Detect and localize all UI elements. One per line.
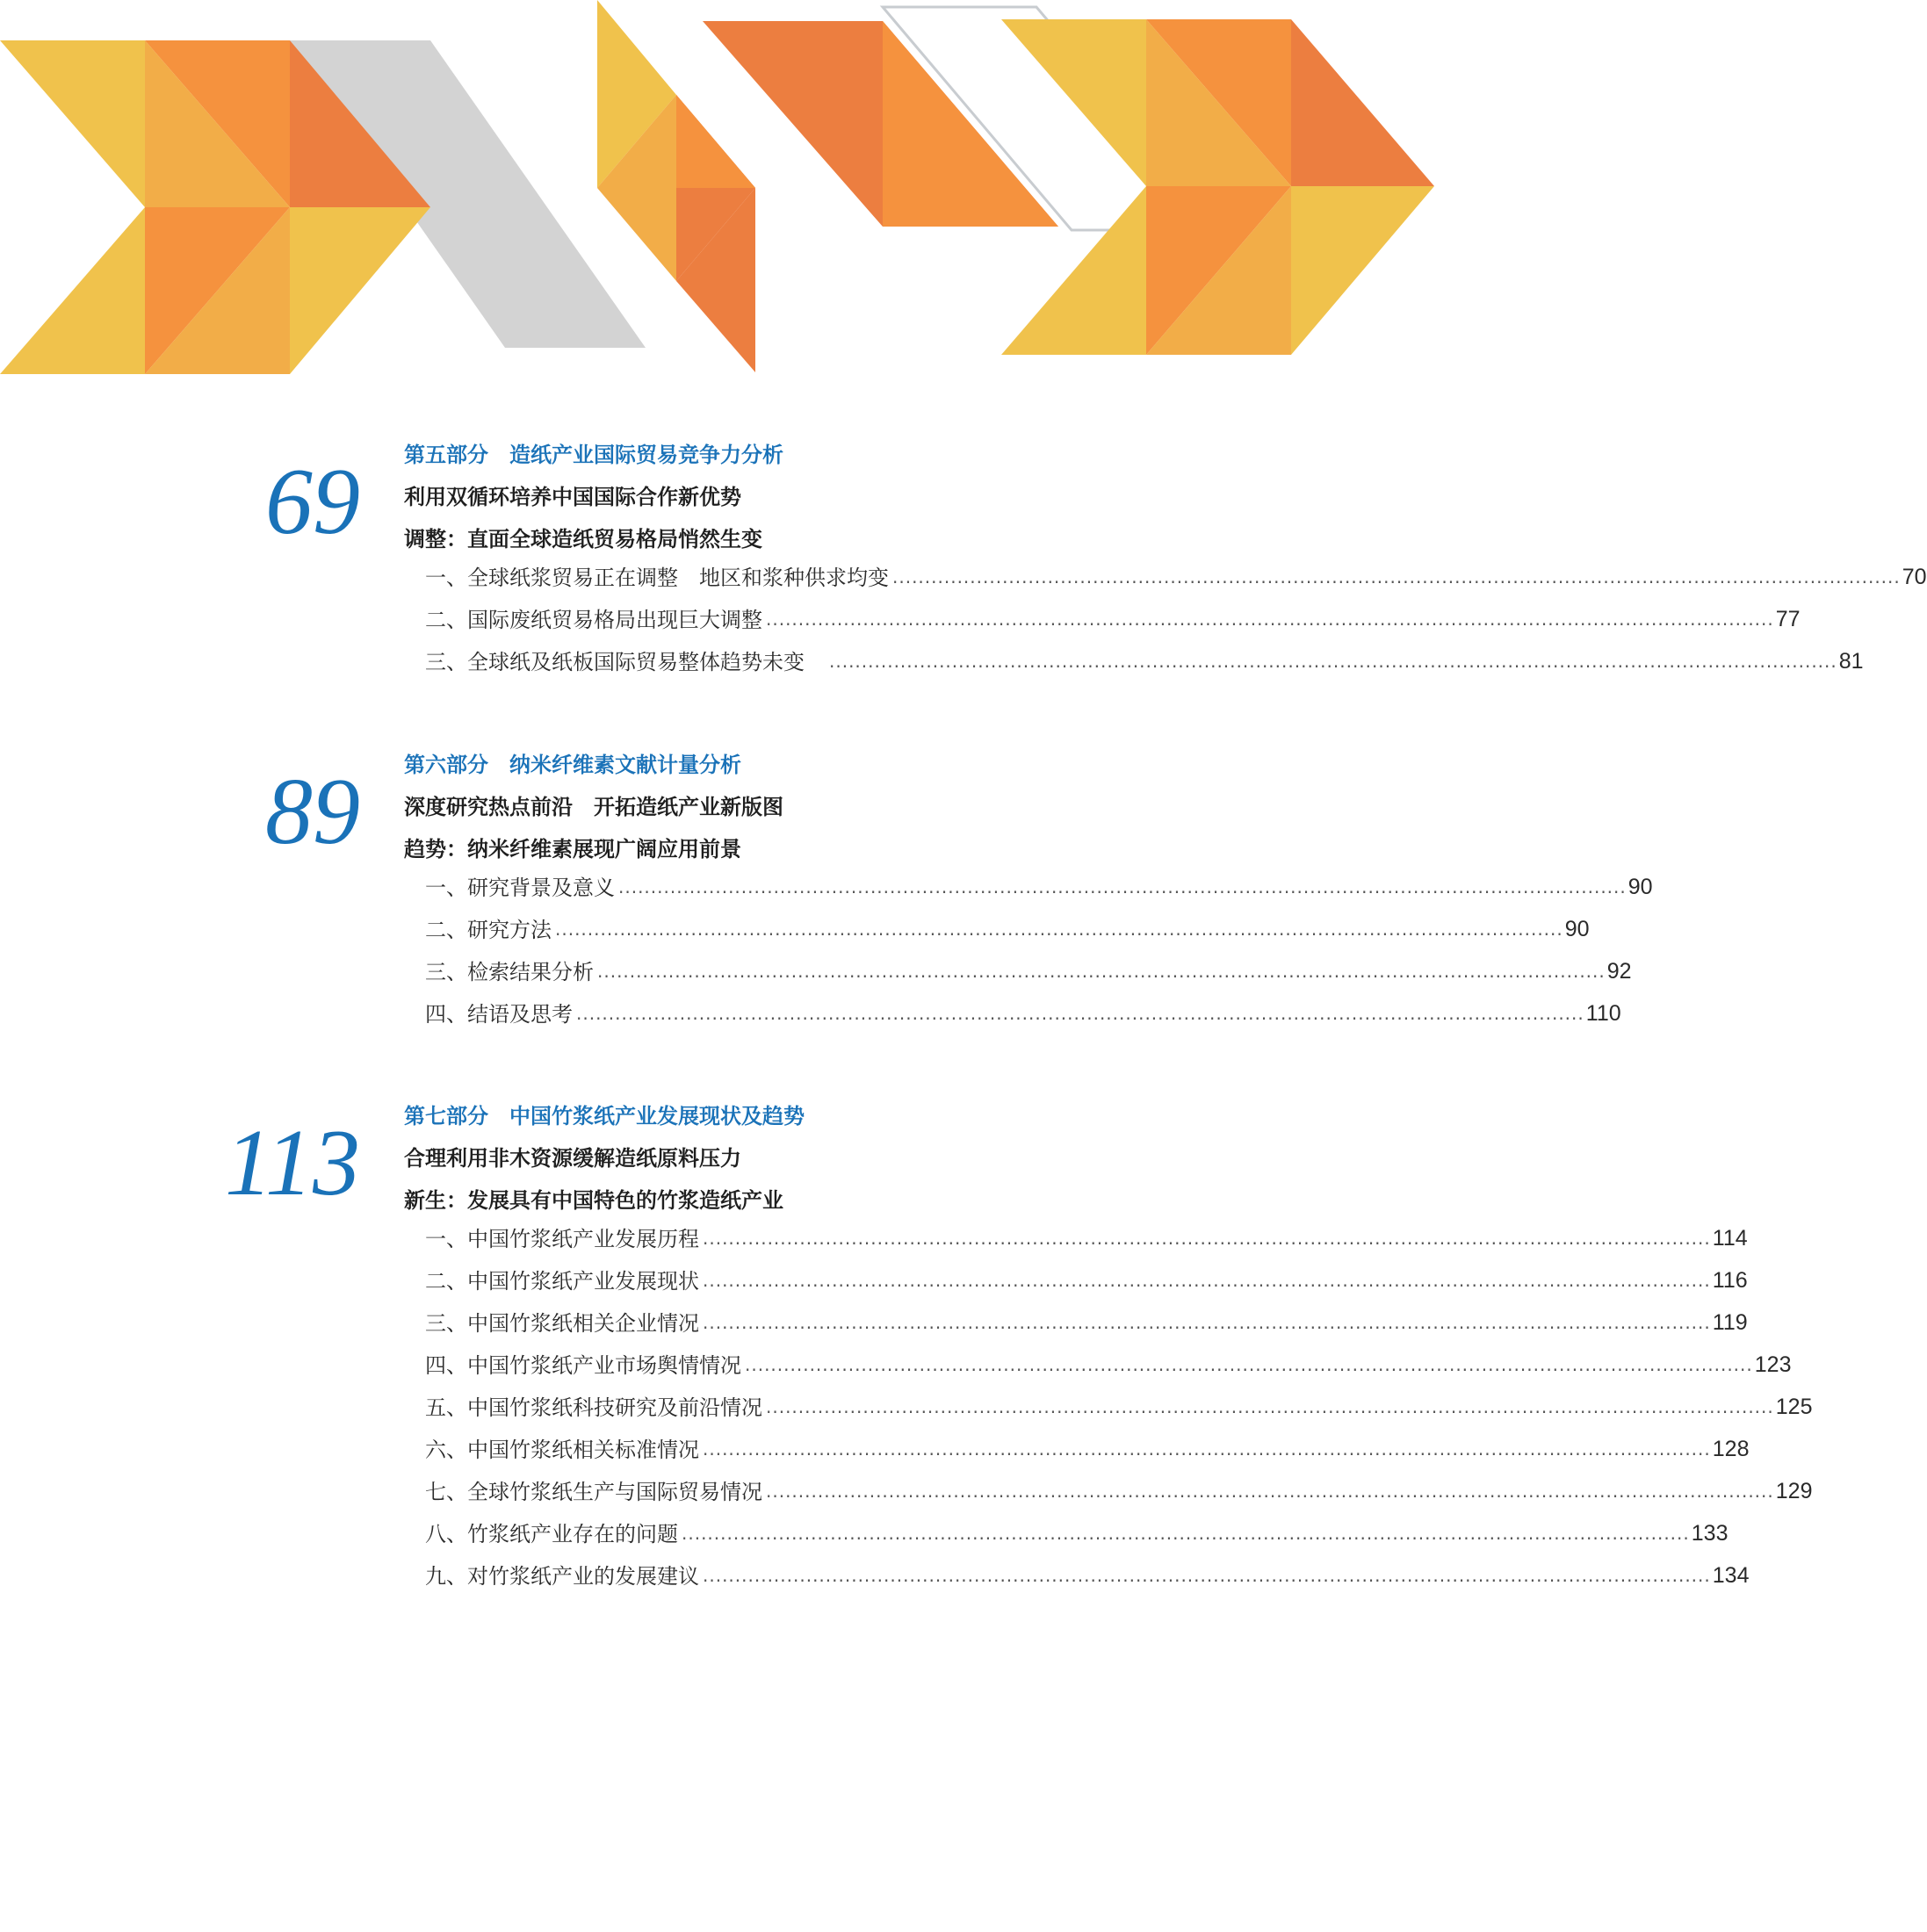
toc-entry-page: 134 xyxy=(1712,1563,1750,1588)
toc-entry-title: 三、中国竹浆纸相关企业情况 xyxy=(425,1311,699,1336)
toc-entry[interactable] xyxy=(425,1265,1748,1294)
section-headline: 新生：发展具有中国特色的竹浆造纸产业 xyxy=(404,1188,783,1213)
toc-entry-page: 81 xyxy=(1838,649,1864,674)
toc-entry-page: 114 xyxy=(1712,1226,1748,1251)
dot-leader: ............................................................................................................................................................ xyxy=(597,961,1606,982)
toc-entry-title: 二、国际废纸贸易格局出现巨大调整 xyxy=(425,608,762,632)
toc-entry[interactable] xyxy=(425,646,1864,674)
toc-entry-title: 九、对竹浆纸产业的发展建议 xyxy=(425,1564,699,1589)
part-title[interactable]: 第六部分 纳米纤维素文献计量分析 xyxy=(404,753,741,777)
part-title[interactable]: 第七部分 中国竹浆纸产业发展现状及趋势 xyxy=(404,1104,805,1128)
toc-entry-page: 116 xyxy=(1712,1268,1748,1293)
toc-entry[interactable] xyxy=(425,956,1632,984)
right-chevron-shape xyxy=(703,7,1434,355)
section-subtitle: 合理利用非木资源缓解造纸原料压力 xyxy=(404,1146,741,1171)
dot-leader: ............................................................................................................................................................ xyxy=(703,1565,1711,1586)
toc-entry[interactable] xyxy=(425,872,1653,900)
toc-entry-title: 四、结语及思考 xyxy=(425,1002,573,1027)
toc-entry-title: 六、中国竹浆纸相关标准情况 xyxy=(425,1438,699,1462)
toc-entry-title: 五、中国竹浆纸科技研究及前沿情况 xyxy=(425,1395,762,1420)
toc-entry-title: 二、中国竹浆纸产业发展现状 xyxy=(425,1269,699,1294)
toc-entry-page: 123 xyxy=(1754,1352,1792,1377)
toc-entry[interactable] xyxy=(425,1392,1813,1420)
dot-leader: ............................................................................................................................................................ xyxy=(703,1270,1711,1291)
dot-leader: ............................................................................................................................................................ xyxy=(703,1312,1711,1333)
section-start-page-number: 113 xyxy=(225,1111,360,1215)
toc-entry-page: 77 xyxy=(1775,607,1801,631)
toc-entry-title: 一、全球纸浆贸易正在调整 地区和浆种供求均变 xyxy=(425,566,889,590)
toc-entry-title: 三、检索结果分析 xyxy=(425,960,594,984)
section-start-page-number: 69 xyxy=(265,450,360,554)
toc-entry[interactable] xyxy=(425,1561,1750,1589)
dot-leader: ............................................................................................................................................................ xyxy=(576,1003,1584,1024)
toc-entry-page: 90 xyxy=(1564,917,1590,941)
dot-leader: ............................................................................................................................................................ xyxy=(745,1354,1753,1375)
dot-leader: ............................................................................................................................................................ xyxy=(829,651,1837,672)
toc-entry-title: 一、中国竹浆纸产业发展历程 xyxy=(425,1227,699,1251)
toc-entry-title: 四、中国竹浆纸产业市场舆情情况 xyxy=(425,1353,741,1378)
toc-entry-title: 八、竹浆纸产业存在的问题 xyxy=(425,1522,678,1546)
dot-leader: ............................................................................................................................................................ xyxy=(682,1523,1690,1544)
toc-entry[interactable] xyxy=(425,1308,1748,1336)
dot-leader: ............................................................................................................................................................ xyxy=(555,919,1563,940)
toc-entry-page: 119 xyxy=(1712,1310,1748,1335)
toc-entry[interactable] xyxy=(425,1223,1748,1251)
toc-entry-page: 92 xyxy=(1606,959,1632,984)
toc-entry-page: 129 xyxy=(1775,1479,1813,1503)
dot-leader: ............................................................................................................................................................ xyxy=(703,1438,1711,1460)
toc-entry-title: 二、研究方法 xyxy=(425,918,552,942)
toc-entry-page: 125 xyxy=(1775,1395,1813,1419)
section-start-page-number: 89 xyxy=(265,760,360,864)
toc-entry[interactable] xyxy=(425,1350,1792,1378)
toc-entry[interactable] xyxy=(425,604,1801,632)
dot-leader: ............................................................................................................................................................ xyxy=(766,1396,1774,1417)
toc-entry[interactable] xyxy=(425,1434,1750,1462)
section-headline: 调整：直面全球造纸贸易格局悄然生变 xyxy=(404,527,762,551)
toc-entry[interactable] xyxy=(425,914,1590,942)
toc-entry[interactable] xyxy=(425,1476,1813,1504)
dot-leader: ............................................................................................................................................................ xyxy=(618,876,1627,898)
toc-entry-page: 90 xyxy=(1627,875,1653,899)
decorative-chevron-banner xyxy=(0,0,1434,386)
dot-leader: ............................................................................................................................................................ xyxy=(766,609,1774,630)
section-subtitle: 深度研究热点前沿 开拓造纸产业新版图 xyxy=(404,795,783,819)
toc-entry-page: 110 xyxy=(1585,1001,1621,1026)
dot-leader: ............................................................................................................................................................ xyxy=(892,566,1901,588)
left-chevron-shape xyxy=(0,40,646,374)
toc-entry-title: 七、全球竹浆纸生产与国际贸易情况 xyxy=(425,1480,762,1504)
section-subtitle: 利用双循环培养中国国际合作新优势 xyxy=(404,485,741,509)
toc-entry-page: 133 xyxy=(1691,1521,1729,1546)
dot-leader: ............................................................................................................................................................ xyxy=(703,1228,1711,1249)
toc-entry-page: 128 xyxy=(1712,1437,1750,1461)
toc-entry-page: 70 xyxy=(1902,565,1927,589)
toc-entry-title: 一、研究背景及意义 xyxy=(425,876,615,900)
toc-entry[interactable] xyxy=(425,562,1927,590)
toc-entry[interactable] xyxy=(425,998,1621,1027)
part-title[interactable]: 第五部分 造纸产业国际贸易竞争力分析 xyxy=(404,443,783,467)
toc-entry[interactable] xyxy=(425,1518,1729,1546)
toc-entry-title: 三、全球纸及纸板国际贸易整体趋势未变 xyxy=(425,650,826,674)
section-headline: 趋势：纳米纤维素展现广阔应用前景 xyxy=(404,837,741,861)
dot-leader: ............................................................................................................................................................ xyxy=(766,1481,1774,1502)
